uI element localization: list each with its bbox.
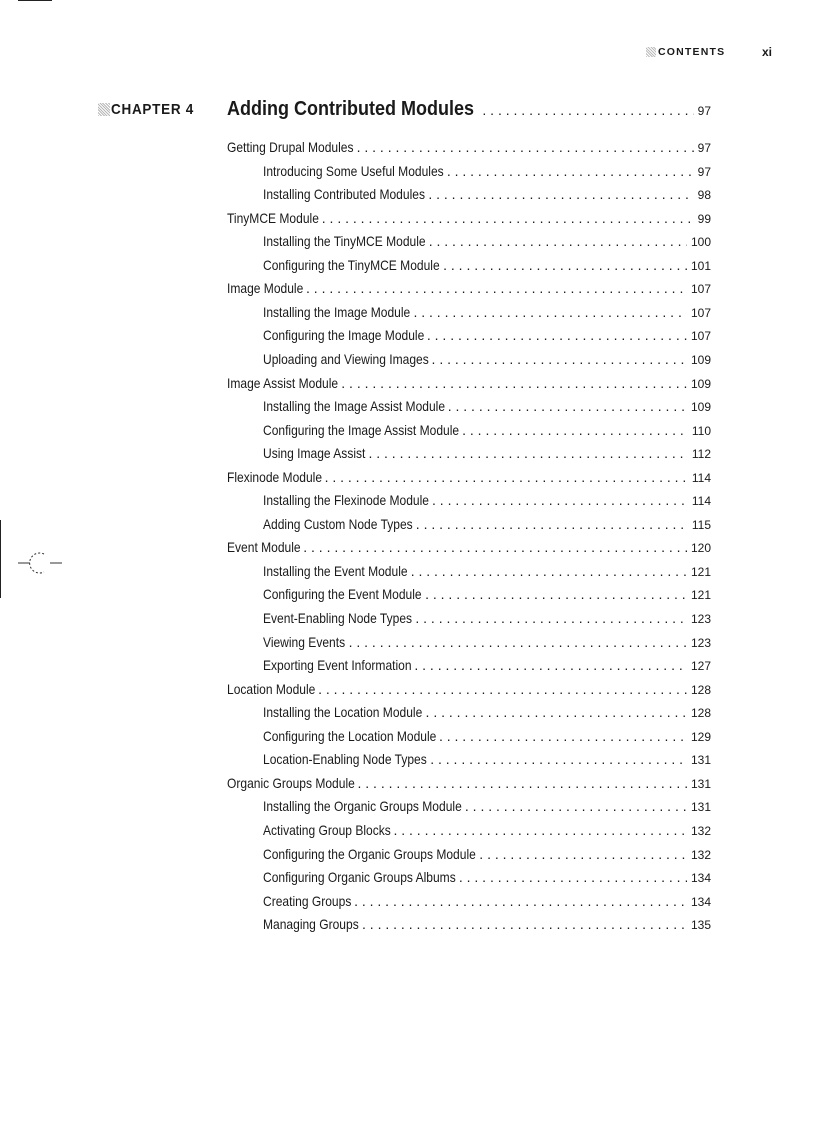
toc-entry-title: Installing the Event Module [263,563,408,579]
toc-subentry [263,231,711,251]
toc-subentry [263,726,711,746]
toc-entry-page: 134 [690,895,711,909]
toc-entry-title: Image Assist Module [227,375,339,391]
dot-leader [432,490,688,510]
toc-entry-page: 114 [691,471,711,485]
dot-leader [414,655,687,675]
toc-entry-page: 112 [691,447,711,461]
toc-entry [227,467,711,487]
toc-entry [227,679,711,699]
toc-entry-title: Configuring the TinyMCE Module [263,257,440,273]
chapter-page-number: 97 [697,104,711,118]
dot-leader [325,467,688,487]
dot-leader [447,161,694,181]
toc-subentry [263,161,711,181]
toc-entry-page: 99 [697,212,711,226]
toc-entry-page: 131 [690,777,711,791]
toc-entry-title: Configuring Organic Groups Albums [263,869,456,885]
toc-entry-title: Configuring the Organic Groups Module [263,846,476,862]
toc-entry [227,373,711,393]
dot-leader [393,820,687,840]
dot-leader [439,726,687,746]
dot-leader [357,773,686,793]
dot-leader [432,349,687,369]
toc-entry-title: Organic Groups Module [227,775,355,791]
toc-entry-page: 115 [691,518,711,532]
toc-subentry [263,584,711,604]
dot-leader [426,702,687,722]
toc-subentry [263,820,711,840]
toc-subentry [263,349,711,369]
toc-entry-title: Installing the TinyMCE Module [263,233,426,249]
chapter-title: Adding Contributed Modules [227,98,474,120]
toc-entry-title: Configuring the Image Module [263,327,425,343]
toc-entry-title: Installing the Image Assist Module [263,398,446,414]
toc-subentry [263,891,711,911]
toc-entry-title: TinyMCE Module [227,210,319,226]
toc-subentry [263,914,711,934]
toc-subentry [263,490,711,510]
toc-subentry [263,561,711,581]
dot-leader [354,891,687,911]
toc-subentry [263,632,711,652]
toc-subentry [263,325,711,345]
dot-leader [362,914,687,934]
toc-entry-title: Installing the Location Module [263,704,423,720]
toc-entry-title: Event-Enabling Node Types [263,610,413,626]
toc-subentry [263,867,711,887]
toc-entry-title: Installing the Organic Groups Module [263,798,462,814]
toc-subentry [263,302,711,322]
dot-leader [479,844,687,864]
toc-entry-title: Exporting Event Information [263,657,412,673]
toc-entry-page: 101 [690,259,711,273]
registration-mark-icon [18,548,64,578]
dot-leader [341,373,687,393]
toc-entry-title: Introducing Some Useful Modules [263,163,444,179]
toc-entry-page: 132 [690,824,711,838]
toc-entry-title: Location Module [227,681,316,697]
toc-entry-page: 131 [690,753,711,767]
dot-leader [303,537,687,557]
dot-leader [465,796,687,816]
toc-entry-page: 107 [690,306,711,320]
dot-leader [349,632,687,652]
crop-mark-top [18,0,52,1]
toc-entry-page: 109 [690,353,711,367]
toc-entry-title: Activating Group Blocks [263,822,391,838]
dot-leader [368,443,687,463]
toc-subentry [263,844,711,864]
toc-entry-title: Installing the Flexinode Module [263,492,429,508]
dot-leader [429,231,687,251]
toc-entry-page: 107 [690,329,711,343]
toc-entry-page: 97 [697,141,711,155]
dot-leader [416,514,688,534]
dot-leader [318,679,687,699]
toc-entry-title: Adding Custom Node Types [263,516,413,532]
toc-entry-page: 134 [690,871,711,885]
toc-entry-page: 114 [691,494,711,508]
chapter-label [98,101,203,118]
dot-leader [482,102,693,118]
dot-leader [448,396,687,416]
toc-entry-title: Configuring the Location Module [263,728,437,744]
toc-entry-page: 98 [697,188,711,202]
dot-leader [411,561,687,581]
dot-leader [322,208,694,228]
toc-entry-page: 110 [691,424,711,438]
toc-entry-title: Managing Groups [263,916,359,932]
toc-entry-page: 128 [690,706,711,720]
toc-entry-title: Flexinode Module [227,469,323,485]
toc-subentry [263,443,711,463]
toc-subentry [263,655,711,675]
crop-mark-left [0,520,1,598]
dot-leader [459,867,687,887]
toc-subentry [263,514,711,534]
toc-entry-title: Location-Enabling Node Types [263,751,427,767]
section-marker-icon [646,47,656,57]
toc-entry [227,278,711,298]
toc-entry-title: Viewing Events [263,634,346,650]
toc-subentry [263,396,711,416]
chapter-marker-icon [98,103,110,116]
toc-subentry [263,796,711,816]
toc-entry-page: 100 [690,235,711,249]
toc-entry-page: 131 [690,800,711,814]
chapter-title-line [227,98,711,121]
dot-leader [425,584,687,604]
toc-entry-page: 132 [690,848,711,862]
toc-entry [227,137,711,157]
toc-entry-page: 129 [690,730,711,744]
toc-entry [227,773,711,793]
toc-entry-title: Using Image Assist [263,445,366,461]
toc-subentry [263,702,711,722]
chapter-number: CHAPTER 4 [111,101,194,118]
dot-leader [462,420,688,440]
toc-entry-title: Event Module [227,539,301,555]
toc-subentry [263,420,711,440]
toc-entry-page: 123 [690,612,711,626]
toc-subentry [263,255,711,275]
dot-leader [430,749,687,769]
toc-entry-page: 120 [690,541,711,555]
toc-entry [227,208,711,228]
toc-entry-page: 109 [690,377,711,391]
toc-entry-page: 107 [690,282,711,296]
toc-entry-page: 97 [697,165,711,179]
toc-entry-title: Getting Drupal Modules [227,139,354,155]
toc-subentry [263,184,711,204]
toc-entry-title: Creating Groups [263,893,352,909]
toc-entry-page: 121 [690,565,711,579]
dot-leader [415,608,687,628]
dot-leader [427,325,687,345]
toc-entry-title: Installing Contributed Modules [263,186,425,202]
toc-entry-page: 127 [690,659,711,673]
running-head-section: CONTENTS [658,46,726,58]
dot-leader [413,302,687,322]
dot-leader [306,278,687,298]
toc-subentry [263,749,711,769]
dot-leader [428,184,693,204]
toc-entry-page: 121 [690,588,711,602]
toc-entry-page: 135 [690,918,711,932]
toc-subentry [263,608,711,628]
dot-leader [357,137,694,157]
toc-entry-page: 109 [690,400,711,414]
running-head [646,45,773,59]
toc-entry [227,537,711,557]
toc-entry-title: Image Module [227,280,304,296]
toc-entry-title: Uploading and Viewing Images [263,351,429,367]
toc-entry-title: Configuring the Event Module [263,586,422,602]
toc-entry-page: 123 [690,636,711,650]
toc-entry-title: Configuring the Image Assist Module [263,422,460,438]
page-folio: xi [762,45,773,59]
toc-entry-title: Installing the Image Module [263,304,411,320]
toc-entry-page: 128 [690,683,711,697]
dot-leader [443,255,687,275]
